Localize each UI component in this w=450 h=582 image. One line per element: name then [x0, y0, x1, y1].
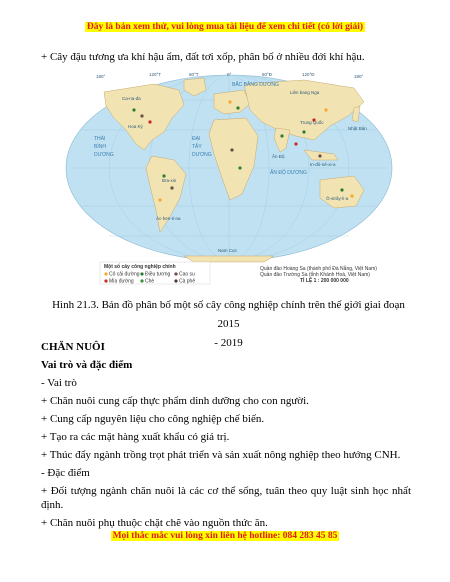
intro-line: + Cây đậu tương ưa khí hậu ẩm, đất tơi xốp, phân bố ở nhiều đới khí hậu.	[41, 51, 365, 63]
content-line: + Cung cấp nguyên liệu cho công nghiệp chế biến.	[41, 413, 265, 425]
legend-item: Cà phê	[179, 278, 196, 285]
top-banner-text: Đây là bản xem thử, vui lòng mua tài liệu để xem chi tiết (có lời giải)	[86, 22, 364, 32]
caption-line: Hình 21.3. Bản đồ phân bố một số cây công nghiệp chính trên thế giới giai đoạn 2015	[52, 299, 405, 330]
country-label: Bra-xin	[162, 178, 177, 183]
islands-note: Quần đảo Hoàng Sa (thành phố Đà Nẵng, Việt Nam)	[260, 266, 377, 272]
content-line: + Chăn nuôi cung cấp thực phẩm dinh dưỡng cho con người.	[41, 395, 309, 407]
top-banner	[0, 22, 450, 32]
ocean-label-atlantic: DƯƠNG	[192, 152, 212, 158]
content-line: + Tạo ra các mặt hàng xuất khẩu có giá trị.	[41, 431, 230, 443]
lon-label: 180°	[96, 74, 106, 79]
legend-item: Cao su	[179, 271, 195, 278]
country-label: Ác-hen-ti-na	[156, 216, 181, 221]
lon-label: 180°	[354, 74, 364, 79]
country-label: Nhật Bản	[348, 126, 367, 131]
ocean-label-indian: ẤN ĐỘ DƯƠNG	[270, 170, 307, 176]
lon-label: 120°Đ	[302, 72, 315, 77]
ocean-label-pacific-west: DƯƠNG	[94, 152, 114, 158]
country-label: Liên bang Nga	[290, 90, 320, 95]
lon-label: 0°	[227, 72, 232, 77]
content-line: - Đặc điểm	[41, 467, 90, 479]
ocean-label-atlantic: ĐẠI	[192, 136, 201, 142]
content-line: + Chăn nuôi phụ thuộc chặt chẽ vào nguồn thức ăn.	[41, 517, 268, 529]
legend-item: Chè	[145, 278, 155, 285]
country-label: Ấn Độ	[272, 154, 285, 159]
caption-line: - 2019	[214, 337, 243, 349]
country-label: Ô-xtrây-li-a	[326, 196, 349, 201]
lon-label: 60°T	[189, 72, 199, 77]
content-line: - Vai trò	[41, 377, 77, 389]
world-map	[64, 70, 394, 285]
lon-label: 60°Đ	[262, 72, 273, 77]
legend-item: Cỏ cải đường	[109, 271, 140, 278]
world-map-svg	[64, 70, 394, 285]
country-label: In-đô-nê-xi-a	[310, 162, 336, 167]
ocean-label-pacific-west: THÁI	[94, 136, 106, 142]
country-label: Ca-na-đa	[122, 96, 141, 101]
bottom-banner-text: Mọi thắc mắc vui lòng xin liên hệ hotline: 084 283 45 85	[112, 531, 338, 541]
bottom-banner	[0, 531, 450, 541]
legend-item: Điều tương	[145, 271, 171, 278]
ocean-label-pacific-west: BÌNH	[94, 144, 106, 150]
map-scale: TỈ LỆ 1 : 200 000 000	[300, 278, 349, 284]
content-line: + Đối tượng ngành chăn nuôi là các cơ thể sống, tuân theo quy luật sinh học nhất định.	[41, 485, 411, 511]
ocean-label-atlantic: TÂY	[192, 144, 202, 150]
legend-title: Một số cây công nghiệp chính	[104, 264, 176, 270]
country-label: Hoa Kỳ	[128, 124, 143, 129]
country-label: Nam Cực	[218, 248, 238, 253]
content-line: + Thúc đẩy ngành trồng trọt phát triển và sản xuất nông nghiệp theo hướng CNH.	[41, 449, 401, 461]
islands-note: Quần đảo Trường Sa (tỉnh Khánh Hoà, Việt Nam)	[260, 272, 370, 278]
antarctica	[184, 256, 274, 262]
subsection-title: Vai trò và đặc điểm	[41, 359, 133, 371]
ocean-label-arctic: BẮC BĂNG DƯƠNG	[232, 82, 279, 88]
lon-label: 120°T	[149, 72, 162, 77]
section-title: CHĂN NUÔI	[41, 341, 105, 353]
legend-item: Mía đường	[109, 278, 134, 285]
country-label: Trung Quốc	[300, 120, 324, 125]
